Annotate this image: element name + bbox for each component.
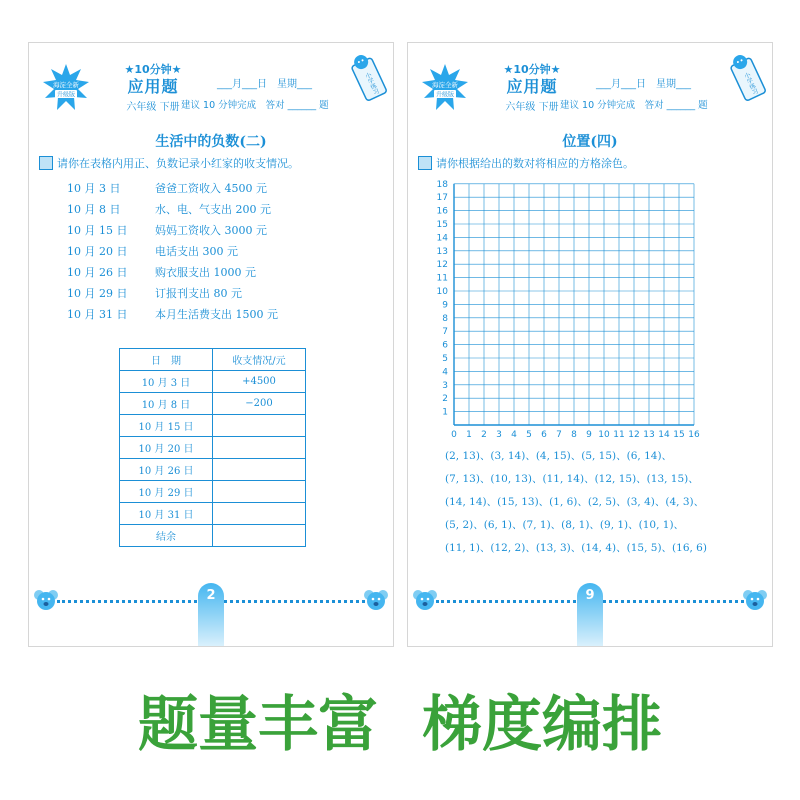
ledger-table	[119, 348, 306, 547]
worksheet-page-left	[28, 42, 394, 647]
y-tick-label: 4	[442, 367, 448, 378]
koala-mascot-icon	[33, 587, 59, 613]
tag-text: 小学练习	[363, 71, 380, 97]
date-fields: ___月___日 星期___	[596, 79, 691, 90]
y-tick-label: 15	[436, 220, 448, 230]
y-tick-label: 8	[442, 313, 448, 324]
record-row	[67, 241, 278, 262]
table-row	[120, 415, 306, 437]
record-date: 10 月 26 日	[67, 266, 128, 279]
koala-mascot-icon	[742, 587, 768, 613]
date-fields: ___月___日 星期___	[217, 79, 312, 90]
koala-mascot-icon	[412, 587, 438, 613]
x-tick-label: 1	[466, 430, 472, 440]
x-tick-label: 8	[571, 430, 577, 440]
y-tick-label: 6	[442, 340, 448, 351]
page-footer	[408, 583, 772, 646]
records-list	[67, 178, 278, 325]
brand-minutes: ★10分钟★	[124, 63, 182, 76]
y-tick-label: 13	[436, 246, 448, 257]
x-tick-label: 5	[526, 430, 532, 440]
x-tick-label: 6	[541, 430, 547, 440]
sheet-title: 生活中的负数(二)	[155, 134, 267, 150]
x-tick-label: 12	[628, 430, 640, 440]
brand-kind: 应用题	[506, 77, 558, 96]
table-cell: 10 月 26 日	[120, 459, 213, 481]
coordinate-list	[445, 445, 765, 560]
page-number: 9	[585, 588, 595, 603]
record-date: 10 月 20 日	[67, 245, 128, 258]
table-cell	[213, 525, 306, 547]
table-cell	[213, 503, 306, 525]
badge-bottom-text: 升级版	[56, 91, 76, 99]
record-row	[67, 283, 278, 304]
table-cell: 10 月 8 日	[120, 393, 213, 415]
x-tick-label: 16	[688, 430, 700, 440]
coordinate-line: (2, 13)、(3, 14)、(4, 15)、(5, 15)、(6, 14)、	[445, 450, 673, 462]
worksheet-page-right	[407, 42, 773, 647]
record-text: 妈妈工资收入 3000 元	[155, 224, 267, 237]
record-text: 爸爸工资收入 4500 元	[155, 182, 267, 195]
y-tick-label: 5	[442, 354, 448, 364]
record-text: 电话支出 300 元	[155, 245, 238, 258]
tag-text: 小学练习	[742, 71, 759, 97]
advice-text: 建议 10 分钟完成 答对 ______ 题	[181, 100, 329, 111]
instruction-text: 请你在表格内用正、负数记录小红家的收支情况。	[57, 157, 299, 170]
y-tick-label: 12	[436, 260, 448, 271]
y-tick-label: 10	[436, 287, 448, 297]
table-cell	[213, 415, 306, 437]
record-row	[67, 262, 278, 283]
grade-label: 六年级 下册	[126, 102, 180, 113]
column-header: 日 期	[120, 349, 213, 371]
y-tick-label: 1	[442, 407, 448, 418]
y-tick-label: 16	[436, 206, 448, 217]
table-cell: 10 月 15 日	[120, 415, 213, 437]
table-cell: 10 月 29 日	[120, 481, 213, 503]
tag-mascot-icon	[347, 51, 387, 103]
instruction	[39, 155, 299, 171]
brand-minutes: ★10分钟★	[503, 63, 561, 76]
table-cell: +4500	[213, 371, 306, 393]
star-badge-icon	[420, 63, 470, 113]
table-cell	[213, 481, 306, 503]
table-header-row	[120, 349, 306, 371]
table-row	[120, 459, 306, 481]
y-tick-label: 17	[436, 193, 448, 204]
y-tick-label: 11	[436, 273, 448, 284]
table-cell: 10 月 20 日	[120, 437, 213, 459]
page-footer	[29, 583, 393, 646]
y-tick-label: 2	[442, 394, 448, 405]
coordinate-grid	[418, 171, 718, 443]
record-date: 10 月 31 日	[67, 308, 128, 321]
x-tick-label: 15	[673, 430, 685, 440]
y-tick-label: 7	[442, 327, 448, 338]
coordinate-line: (14, 14)、(15, 13)、(1, 6)、(2, 5)、(3, 4)、(4, 3)、	[445, 496, 705, 508]
record-row	[67, 199, 278, 220]
x-tick-label: 0	[451, 430, 457, 440]
y-tick-label: 9	[442, 300, 448, 311]
x-tick-label: 11	[613, 430, 625, 440]
slogan-banner	[0, 670, 800, 770]
record-date: 10 月 3 日	[67, 182, 121, 195]
star-badge-icon	[41, 63, 91, 113]
grade-label: 六年级 下册	[505, 102, 559, 113]
column-header: 收支情况/元	[213, 349, 306, 371]
y-tick-label: 3	[442, 380, 448, 391]
instruction-text: 请你根据给出的数对将相应的方格涂色。	[436, 157, 634, 170]
badge-bottom-text: 升级版	[435, 91, 455, 99]
table-row	[120, 393, 306, 415]
checkbox-icon	[39, 156, 53, 170]
coordinate-line: (11, 1)、(12, 2)、(13, 3)、(14, 4)、(15, 5)、(16, 6)	[445, 542, 707, 554]
brand-kind: 应用题	[127, 77, 179, 96]
y-tick-label: 18	[436, 179, 448, 190]
table-cell	[213, 459, 306, 481]
table-cell: 10 月 3 日	[120, 371, 213, 393]
tag-mascot-icon	[726, 51, 766, 103]
slogan-left: 题量丰富	[138, 690, 378, 760]
x-tick-label: 2	[481, 430, 487, 440]
page-number: 2	[206, 588, 216, 603]
x-tick-label: 9	[586, 430, 592, 440]
coordinate-line: (7, 13)、(10, 13)、(11, 14)、(12, 15)、(13, 15)、	[445, 473, 699, 485]
table-row	[120, 481, 306, 503]
record-text: 水、电、气支出 200 元	[155, 203, 271, 216]
table-cell	[213, 437, 306, 459]
x-tick-label: 4	[511, 430, 517, 440]
record-date: 10 月 8 日	[67, 203, 121, 216]
y-tick-label: 14	[436, 233, 448, 244]
koala-mascot-icon	[363, 587, 389, 613]
table-row	[120, 371, 306, 393]
page-number-tab	[198, 583, 224, 646]
x-tick-label: 3	[496, 430, 502, 440]
slogan-right: 梯度编排	[422, 690, 662, 760]
page-number-tab	[577, 583, 603, 646]
x-tick-label: 13	[643, 430, 655, 440]
x-tick-label: 7	[556, 430, 562, 440]
record-row	[67, 220, 278, 241]
record-date: 10 月 15 日	[67, 224, 128, 237]
checkbox-icon	[418, 156, 432, 170]
record-text: 购衣服支出 1000 元	[155, 266, 256, 279]
record-text: 订报刊支出 80 元	[155, 287, 242, 300]
coordinate-line: (5, 2)、(6, 1)、(7, 1)、(8, 1)、(9, 1)、(10, 1)、	[445, 519, 685, 531]
badge-top-text: 海淀全新	[432, 81, 458, 89]
record-row	[67, 178, 278, 199]
sheet-title: 位置(四)	[562, 134, 618, 150]
x-tick-label: 10	[598, 430, 610, 440]
record-text: 本月生活费支出 1500 元	[155, 308, 278, 321]
badge-top-text: 海淀全新	[53, 81, 79, 89]
table-cell: −200	[213, 393, 306, 415]
table-row	[120, 437, 306, 459]
table-row	[120, 503, 306, 525]
instruction	[418, 155, 634, 171]
record-date: 10 月 29 日	[67, 287, 128, 300]
x-tick-label: 14	[658, 430, 670, 440]
table-row	[120, 525, 306, 547]
advice-text: 建议 10 分钟完成 答对 ______ 题	[560, 100, 708, 111]
table-cell: 结余	[120, 525, 213, 547]
table-cell: 10 月 31 日	[120, 503, 213, 525]
record-row	[67, 304, 278, 325]
